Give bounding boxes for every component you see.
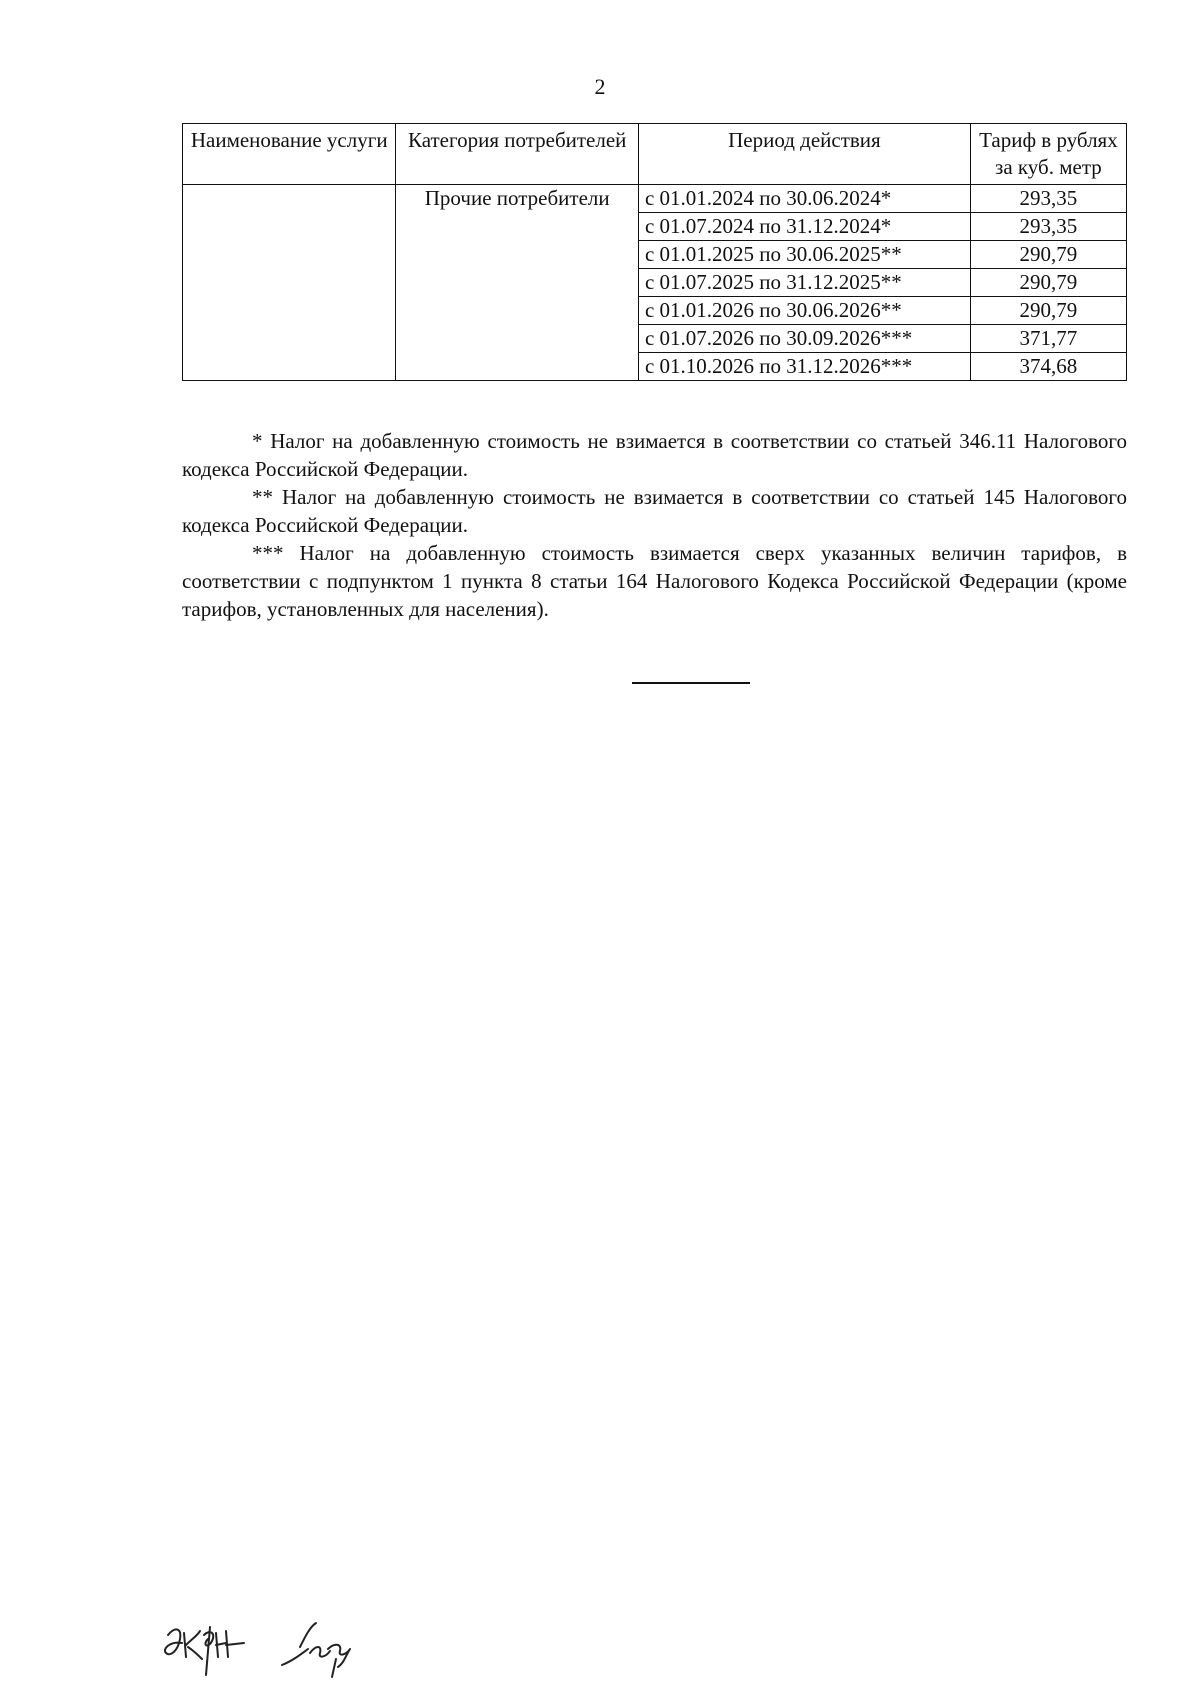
header-tariff: Тариф в рублях за куб. метр xyxy=(970,124,1126,185)
consumer-category-cell: Прочие потребители xyxy=(396,185,639,381)
period-cell: с 01.10.2026 по 31.12.2026*** xyxy=(638,353,970,381)
header-service: Наименование услуги xyxy=(183,124,396,185)
tariff-cell: 290,79 xyxy=(970,241,1126,269)
header-consumer-category: Категория потребителей xyxy=(396,124,639,185)
period-cell: с 01.01.2025 по 30.06.2025** xyxy=(638,241,970,269)
tariff-table xyxy=(182,123,1127,381)
footnotes xyxy=(182,427,1127,623)
page-number: 2 xyxy=(594,74,606,99)
table-row xyxy=(183,185,1127,213)
footnote-vat-145: ** Налог на добавленную стоимость не взимается в соответствии со статьей 145 Налогового кодекса Российской Федерации. xyxy=(182,485,1127,537)
tariff-cell: 290,79 xyxy=(970,269,1126,297)
service-name-cell xyxy=(183,185,396,381)
header-period: Период действия xyxy=(638,124,970,185)
footnote-vat-346-11: * Налог на добавленную стоимость не взимается в соответствии со статьей 346.11 Налогового кодекса Российской Федерации. xyxy=(182,429,1127,481)
footnote-vat-164: *** Налог на добавленную стоимость взимается сверх указанных величин тарифов, в соответствии с подпунктом 1 пункта 8 статьи 164 Налогового Кодекса Российской Федерации (кроме тарифов, установленных для населения). xyxy=(182,541,1127,621)
period-cell: с 01.07.2025 по 31.12.2025** xyxy=(638,269,970,297)
tariff-cell: 293,35 xyxy=(970,185,1126,213)
period-cell: с 01.07.2024 по 31.12.2024* xyxy=(638,213,970,241)
period-cell: с 01.01.2026 по 30.06.2026** xyxy=(638,297,970,325)
period-cell: с 01.07.2026 по 30.09.2026*** xyxy=(638,325,970,353)
table-header-row xyxy=(183,124,1127,185)
tariff-cell: 371,77 xyxy=(970,325,1126,353)
period-cell: с 01.01.2024 по 30.06.2024* xyxy=(638,185,970,213)
tariff-cell: 293,35 xyxy=(970,213,1126,241)
tariff-cell: 290,79 xyxy=(970,297,1126,325)
handwritten-initials xyxy=(160,1605,400,1685)
tariff-cell: 374,68 xyxy=(970,353,1126,381)
end-divider xyxy=(632,682,750,684)
